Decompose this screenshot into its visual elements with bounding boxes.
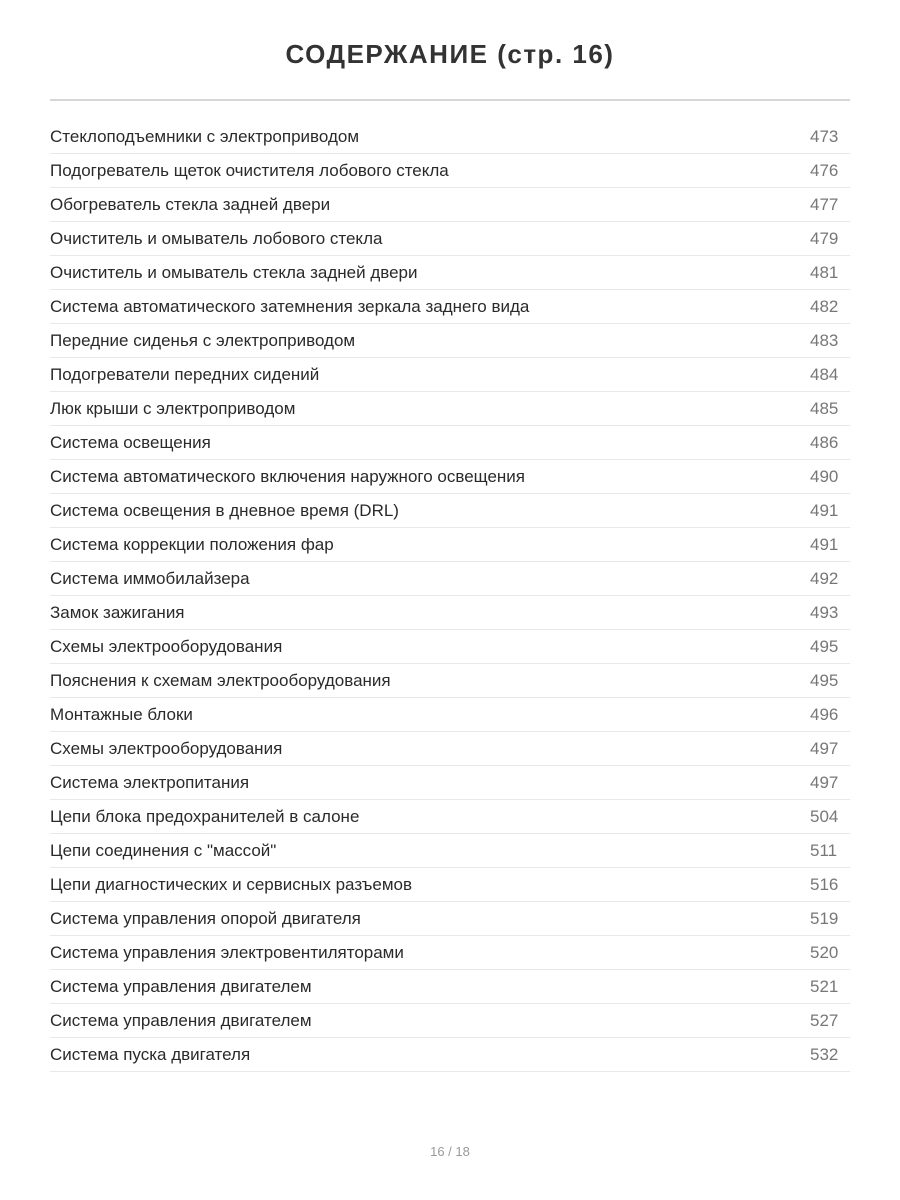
toc-entry-page: 482 <box>810 296 839 316</box>
toc-entry-title: Очиститель и омыватель стекла задней двери <box>50 262 418 282</box>
toc-entry-title: Цепи блока предохранителей в салоне <box>50 806 360 826</box>
toc-entry-page: 486 <box>810 432 839 452</box>
toc-entry-page: 473 <box>810 126 839 146</box>
toc-entry-title: Система пуска двигателя <box>50 1044 251 1064</box>
toc-entry-title: Подогреватель щеток очистителя лобового стекла <box>50 160 449 180</box>
toc-entry[interactable] <box>50 596 850 630</box>
toc-entry-title: Система управления опорой двигателя <box>50 908 361 928</box>
toc-entry-page: 476 <box>810 160 839 180</box>
toc-entry-title: Стеклоподъемники с электроприводом <box>50 126 360 146</box>
toc-entry-title: Передние сиденья с электроприводом <box>50 330 356 350</box>
toc-entry-page: 520 <box>810 942 839 962</box>
toc-entry[interactable] <box>50 970 850 1004</box>
toc-entry[interactable] <box>50 902 850 936</box>
toc-entry-page: 495 <box>810 670 839 690</box>
toc-entry[interactable] <box>50 222 850 256</box>
toc-entry-title: Схемы электрооборудования <box>50 738 283 758</box>
toc-entry-title: Система освещения <box>50 432 211 452</box>
toc-entry-page: 516 <box>810 874 839 894</box>
toc-entry-page: 490 <box>810 466 839 486</box>
toc-entry-page: 491 <box>810 534 839 554</box>
toc-entry-page: 496 <box>810 704 839 724</box>
toc-entry[interactable] <box>50 392 850 426</box>
toc-entry-page: 479 <box>810 228 839 248</box>
toc-entry[interactable] <box>50 120 850 154</box>
toc-entry[interactable] <box>50 630 850 664</box>
toc-entry[interactable] <box>50 868 850 902</box>
page-title: СОДЕРЖАНИЕ (стр. 16) <box>285 39 615 69</box>
toc-entry-page: 493 <box>810 602 839 622</box>
toc-entry[interactable] <box>50 1004 850 1038</box>
toc-entry-page: 492 <box>810 568 839 588</box>
toc-entry-title: Люк крыши с электроприводом <box>50 398 296 418</box>
toc-entry-title: Подогреватели передних сидений <box>50 364 320 384</box>
toc-entry[interactable] <box>50 290 850 324</box>
toc-entry[interactable] <box>50 324 850 358</box>
toc-entry[interactable] <box>50 256 850 290</box>
toc-entry[interactable] <box>50 732 850 766</box>
toc-entry-page: 484 <box>810 364 839 384</box>
toc-entry-page: 532 <box>810 1044 839 1064</box>
toc-entry-page: 495 <box>810 636 839 656</box>
toc-entry-title: Система управления электровентиляторами <box>50 942 404 962</box>
title-divider <box>50 99 850 101</box>
toc-entry-page: 511 <box>810 840 838 860</box>
page-indicator: 16 / 18 <box>430 1144 470 1159</box>
toc-entry-title: Система автоматического включения наружного освещения <box>50 466 525 486</box>
toc-entry[interactable] <box>50 664 850 698</box>
toc-entry-title: Цепи диагностических и сервисных разъемов <box>50 874 412 894</box>
toc-entry[interactable] <box>50 358 850 392</box>
toc-entry-page: 481 <box>810 262 839 282</box>
toc-entry[interactable] <box>50 528 850 562</box>
toc-entry[interactable] <box>50 800 850 834</box>
toc-entry[interactable] <box>50 494 850 528</box>
toc-entry-title: Система освещения в дневное время (DRL) <box>50 500 399 520</box>
toc-entry-title: Пояснения к схемам электрооборудования <box>50 670 391 690</box>
toc-entry-title: Система электропитания <box>50 772 250 792</box>
toc-entry-page: 504 <box>810 806 839 826</box>
toc-entry[interactable] <box>50 154 850 188</box>
toc-entry-page: 477 <box>810 194 839 214</box>
toc-entry-page: 483 <box>810 330 839 350</box>
toc-entry[interactable] <box>50 766 850 800</box>
toc-entry[interactable] <box>50 698 850 732</box>
toc-entry[interactable] <box>50 460 850 494</box>
toc-entry[interactable] <box>50 188 850 222</box>
toc-entry[interactable] <box>50 1038 850 1072</box>
toc-entry-page: 491 <box>810 500 839 520</box>
toc-entry-page: 485 <box>810 398 839 418</box>
toc-entry[interactable] <box>50 834 850 868</box>
toc-entry-title: Схемы электрооборудования <box>50 636 283 656</box>
toc-entry[interactable] <box>50 936 850 970</box>
toc-entry-title: Монтажные блоки <box>50 704 193 724</box>
toc-entry[interactable] <box>50 426 850 460</box>
table-of-contents <box>50 120 850 1072</box>
toc-entry-title: Система управления двигателем <box>50 976 312 996</box>
toc-entry-page: 497 <box>810 772 839 792</box>
toc-entry-page: 519 <box>810 908 839 928</box>
toc-entry-page: 521 <box>810 976 839 996</box>
toc-entry-title: Система коррекции положения фар <box>50 534 334 554</box>
toc-entry-title: Система иммобилайзера <box>50 568 250 588</box>
toc-entry-page: 497 <box>810 738 839 758</box>
toc-entry-title: Очиститель и омыватель лобового стекла <box>50 228 383 248</box>
toc-entry-title: Замок зажигания <box>50 602 185 622</box>
toc-entry-page: 527 <box>810 1010 839 1030</box>
toc-entry-title: Обогреватель стекла задней двери <box>50 194 331 214</box>
toc-entry-title: Система автоматического затемнения зеркала заднего вида <box>50 296 530 316</box>
toc-entry-title: Цепи соединения с "массой" <box>50 840 277 860</box>
toc-entry-title: Система управления двигателем <box>50 1010 312 1030</box>
toc-entry[interactable] <box>50 562 850 596</box>
